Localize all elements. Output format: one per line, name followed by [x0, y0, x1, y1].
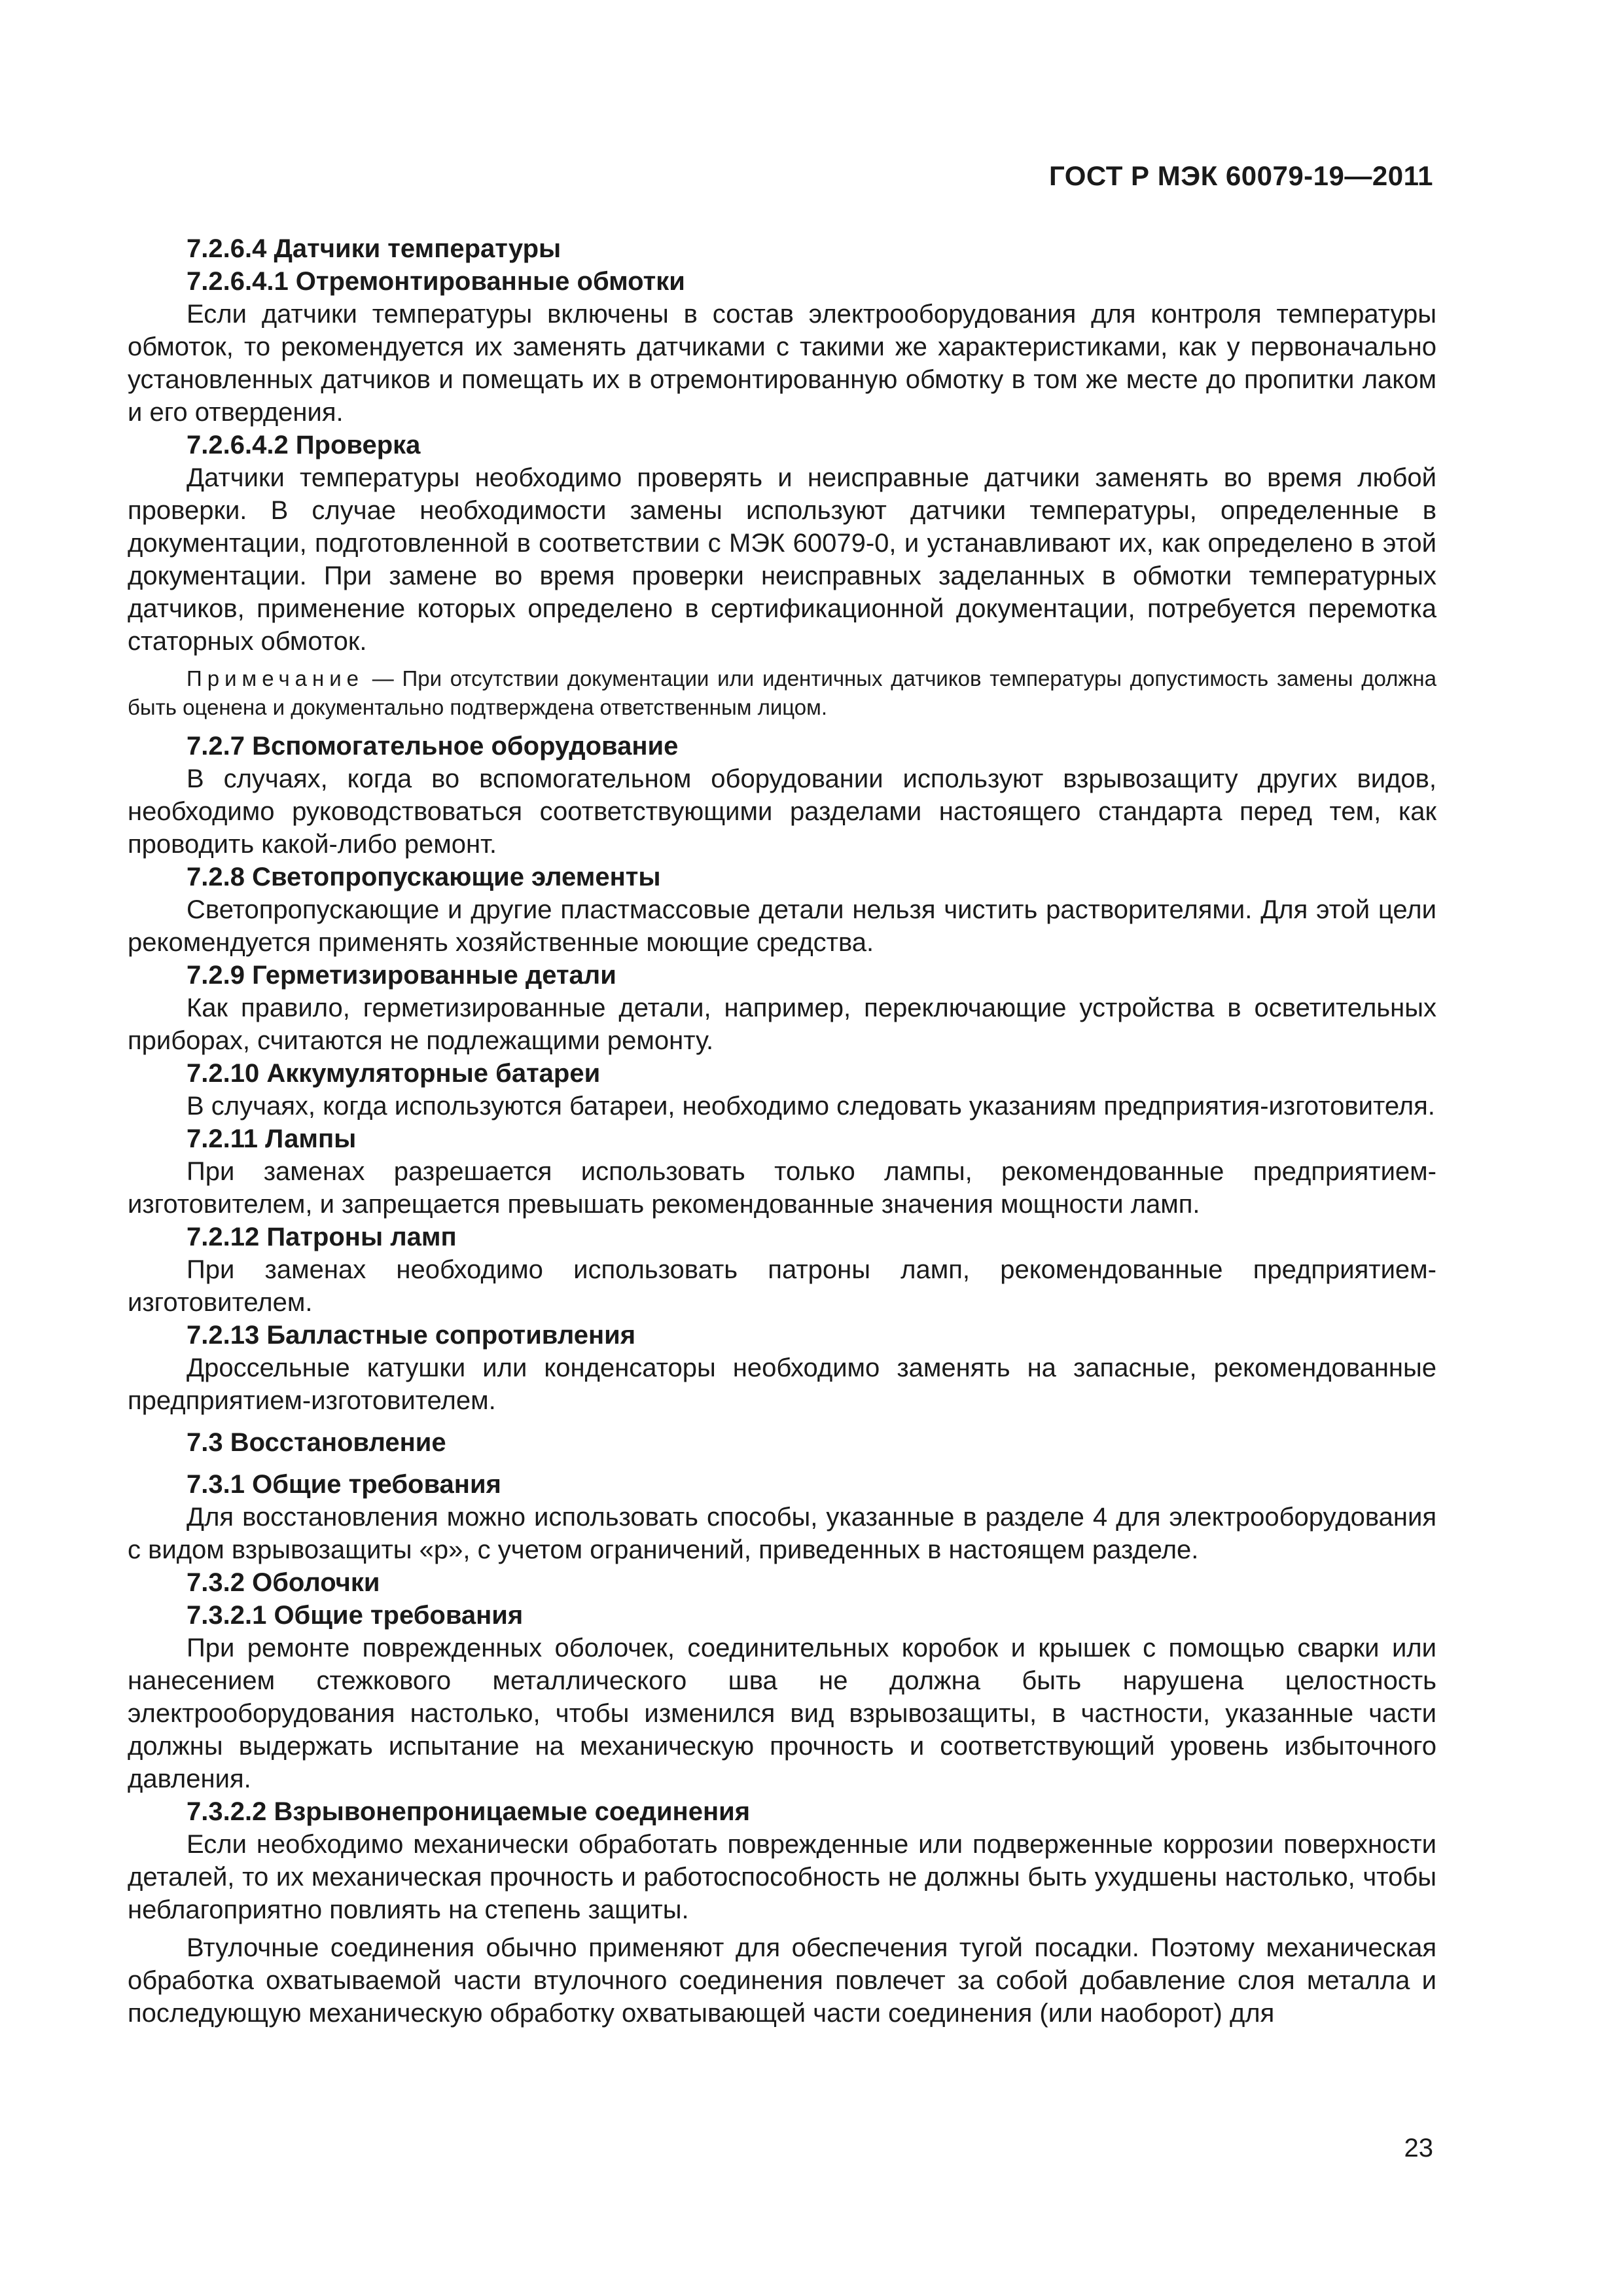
paragraph: Дроссельные катушки или конденсаторы необходимо заменять на запасные, рекомендованные предприятием-изготовителем.	[128, 1354, 1436, 1415]
paragraph: Если необходимо механически обработать поврежденные или подверженные коррозии поверхности деталей, то их механическая прочность и работоспособность не должны быть ухудшены настолько, чтобы неблагоприятно повлиять на степень защиты.	[128, 1830, 1436, 1924]
paragraph: В случаях, когда используются батареи, необходимо следовать указаниям предприятия-изготовителя.	[187, 1092, 1435, 1121]
section-heading: 7.3.1 Общие требования	[187, 1470, 501, 1499]
note-text: — При отсутствии документации или идентичных датчиков температуры допустимость замены должна быть оценена и документально подтверждена ответственным лицом.	[128, 666, 1436, 719]
paragraph: При заменах разрешается использовать только лампы, рекомендованные предприятием-изготовителем, и запрещается превышать рекомендованные значения мощности ламп.	[128, 1157, 1436, 1219]
section-heading: 7.2.9 Герметизированные детали	[187, 961, 616, 990]
paragraph: Светопропускающие и другие пластмассовые детали нельзя чистить растворителями. Для этой цели рекомендуется применять хозяйственные моющие средства.	[128, 895, 1436, 957]
paragraph: Датчики температуры необходимо проверять и неисправные датчики заменять во время любой проверки. В случае необходимости замены используют датчики температуры, определенные в документации, подготовленной в соответствии с МЭК 60079-0, и устанавливают их, как определено в этой документации. При замене во время проверки неисправных заделанных в обмотки температурных датчиков, применение которых определено в сертификационной документации, потребуется перемотка статорных обмоток.	[128, 463, 1436, 656]
note	[128, 664, 1436, 722]
paragraph: Для восстановления можно использовать способы, указанные в разделе 4 для электрооборудования с видом взрывозащиты «p», с учетом ограничений, приведенных в настоящем разделе.	[128, 1503, 1436, 1564]
section-heading: 7.2.6.4.2 Проверка	[187, 431, 421, 459]
note-label: Примечание	[187, 666, 365, 691]
section-heading: 7.2.10 Аккумуляторные батареи	[187, 1059, 601, 1088]
paragraph: В случаях, когда во вспомогательном оборудовании используют взрывозащиту других видов, необходимо руководствоваться соответствующими разделами настоящего стандарта перед тем, как проводить какой-либо ремонт.	[128, 764, 1436, 859]
paragraph: Если датчики температуры включены в состав электрооборудования для контроля температуры обмоток, то рекомендуется их заменять датчиками с такими же характеристиками, как у первоначально установленных датчиков и помещать их в отремонтированную обмотку в том же месте до пропитки лаком и его отвердения.	[128, 300, 1436, 427]
document-body	[128, 232, 1436, 2030]
section-heading: 7.3.2.1 Общие требования	[187, 1601, 524, 1630]
section-heading: 7.3.2 Оболочки	[187, 1568, 380, 1597]
section-heading: 7.2.6.4 Датчики температуры	[187, 234, 562, 263]
section-heading: 7.2.11 Лампы	[187, 1124, 357, 1153]
paragraph: При заменах необходимо использовать патроны ламп, рекомендованные предприятием-изготовителем.	[128, 1255, 1436, 1317]
section-heading: 7.2.12 Патроны ламп	[187, 1223, 457, 1251]
section-heading: 7.3 Восстановление	[187, 1428, 446, 1457]
section-heading: 7.2.7 Вспомогательное оборудование	[187, 732, 679, 761]
section-heading: 7.2.13 Балластные сопротивления	[187, 1321, 636, 1350]
paragraph: Как правило, герметизированные детали, например, переключающие устройства в осветительных приборах, считаются не подлежащими ремонту.	[128, 994, 1436, 1055]
section-heading: 7.2.6.4.1 Отремонтированные обмотки	[187, 267, 685, 296]
page-number: 23	[1404, 2134, 1433, 2162]
document-header: ГОСТ Р МЭК 60079-19—2011	[1049, 160, 1433, 191]
section-heading: 7.2.8 Светопропускающие элементы	[187, 863, 661, 891]
paragraph: При ремонте поврежденных оболочек, соединительных коробок и крышек с помощью сварки или нанесением стежкового металлического шва не должна быть нарушена целостность электрооборудования настолько, чтобы изменился вид взрывозащиты, в частности, указанные части должны выдержать испытание на механическую прочность и соответствующий уровень избыточного давления.	[128, 1634, 1436, 1793]
paragraph: Втулочные соединения обычно применяют для обеспечения тугой посадки. Поэтому механическая обработка охватываемой части втулочного соединения повлечет за собой добавление слоя металла и последующую механическую обработку охватывающей части соединения (или наоборот) для	[128, 1933, 1436, 2028]
section-heading: 7.3.2.2 Взрывонепроницаемые соединения	[187, 1797, 751, 1826]
